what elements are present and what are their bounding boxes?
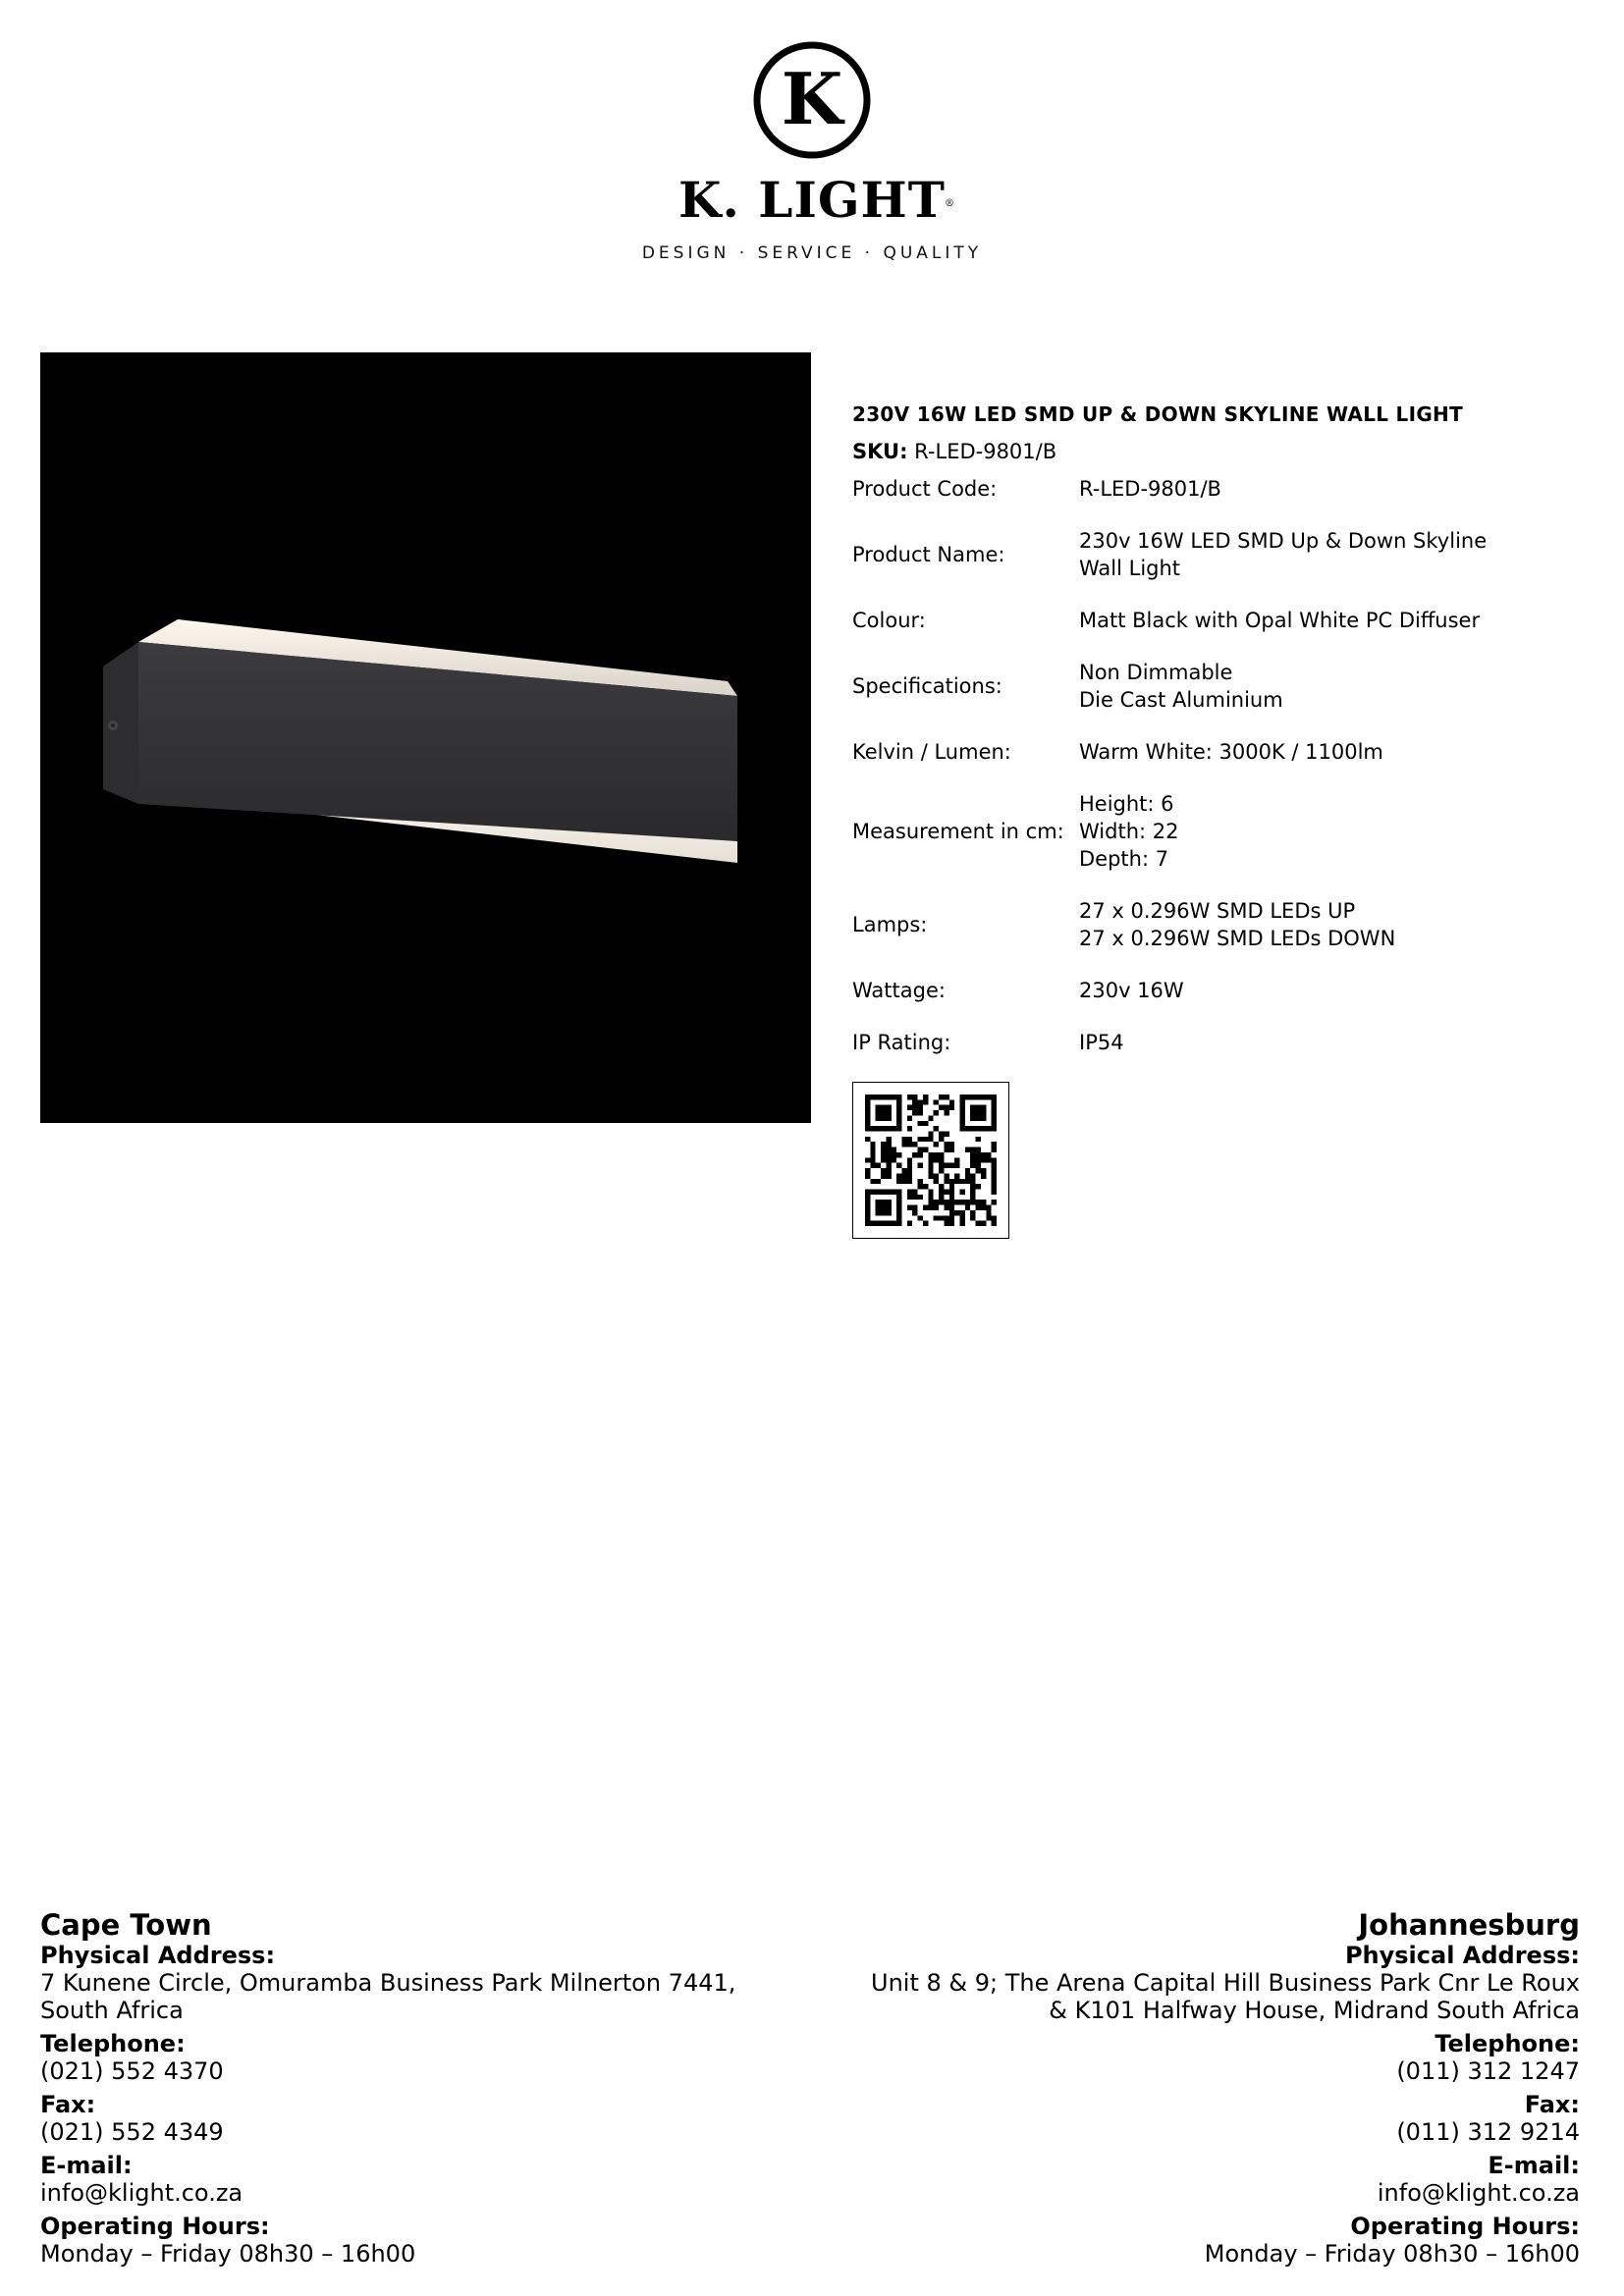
fax-number: (021) 552 4349	[40, 2118, 224, 2146]
sku-line	[852, 440, 1579, 463]
telephone-number[interactable]: (011) 312 1247	[1396, 2057, 1580, 2085]
address-line: 7 Kunene Circle, Omuramba Business Park Milnerton 7441,	[40, 1969, 736, 1997]
fax-label: Fax:	[1524, 2091, 1580, 2118]
spec-label: Measurement in cm:	[852, 820, 1064, 843]
k-monogram-icon	[751, 39, 873, 161]
sku-label: SKU:	[852, 440, 908, 463]
address-line: South Africa	[40, 1997, 184, 2024]
spec-panel	[852, 402, 1579, 1081]
spec-label: Product Code:	[852, 477, 998, 501]
office-city: Cape Town	[40, 1908, 212, 1942]
svg-text:K: K	[781, 57, 843, 140]
spec-value: 230v 16W LED SMD Up & Down Skyline Wall Light	[1079, 529, 1488, 580]
address-label: Physical Address:	[40, 1942, 276, 1969]
wall-light-illustration	[40, 352, 811, 1123]
spec-label: Specifications:	[852, 674, 1002, 698]
address-label: Physical Address:	[1344, 1942, 1580, 1969]
qr-code[interactable]	[852, 1082, 1009, 1239]
brand-tagline: DESIGN · SERVICE · QUALITY	[641, 243, 983, 263]
email-link[interactable]: info@klight.co.za	[40, 2179, 244, 2207]
spec-row-product-name	[852, 527, 1579, 582]
spec-value: Height: 6 Width: 22 Depth: 7	[1079, 792, 1179, 871]
spec-label: Colour:	[852, 609, 926, 632]
spec-value: Non Dimmable Die Cast Aluminium	[1079, 661, 1283, 712]
spec-label: Product Name:	[852, 543, 1005, 566]
spec-label: Lamps:	[852, 913, 928, 936]
spec-value: Warm White: 3000K / 1100lm	[1079, 740, 1383, 764]
fax-label: Fax:	[40, 2091, 96, 2118]
brand-name: K. LIGHT ®	[678, 173, 946, 228]
product-photo	[40, 352, 811, 1123]
spec-row-kelvin-lumen	[852, 738, 1579, 766]
spec-label: IP Rating:	[852, 1031, 951, 1054]
hours-label: Operating Hours:	[40, 2213, 270, 2240]
telephone-label: Telephone:	[40, 2030, 186, 2057]
hours-value: Monday – Friday 08h30 – 16h00	[1204, 2240, 1580, 2268]
spec-row-colour	[852, 607, 1579, 634]
email-label: E-mail:	[40, 2152, 133, 2179]
spec-value: R-LED-9801/B	[1079, 477, 1221, 501]
office-johannesburg	[775, 1908, 1580, 2268]
spec-row-specifications	[852, 659, 1579, 714]
trademark-symbol: ®	[944, 198, 955, 209]
product-title: 230V 16W LED SMD UP & DOWN SKYLINE WALL LIGHT	[852, 402, 1464, 426]
spec-value: 230v 16W	[1079, 979, 1184, 1002]
spec-row-lamps	[852, 897, 1579, 952]
spec-value: Matt Black with Opal White PC Diffuser	[1079, 609, 1481, 632]
office-cape-town	[40, 1908, 806, 2268]
telephone-label: Telephone:	[1435, 2030, 1580, 2057]
spec-value: IP54	[1079, 1031, 1124, 1054]
address-line: & K101 Halfway House, Midrand South Africa	[1049, 1997, 1580, 2024]
qr-code-icon	[865, 1095, 997, 1226]
spec-label: Kelvin / Lumen:	[852, 740, 1011, 764]
office-city: Johannesburg	[1358, 1908, 1580, 1942]
address-line: Unit 8 & 9; The Arena Capital Hill Business Park Cnr Le Roux	[871, 1969, 1580, 1997]
hours-value: Monday – Friday 08h30 – 16h00	[40, 2240, 416, 2268]
hours-label: Operating Hours:	[1350, 2213, 1580, 2240]
spec-row-wattage	[852, 977, 1579, 1004]
spec-row-ip-rating	[852, 1029, 1579, 1056]
brand-logo	[0, 39, 1624, 263]
spec-row-measurement	[852, 790, 1579, 873]
sku-value: R-LED-9801/B	[914, 440, 1057, 463]
spec-value: 27 x 0.296W SMD LEDs UP 27 x 0.296W SMD LEDs DOWN	[1079, 899, 1396, 950]
spec-label: Wattage:	[852, 979, 946, 1002]
fax-number: (011) 312 9214	[1396, 2118, 1580, 2146]
email-label: E-mail:	[1488, 2152, 1580, 2179]
telephone-number[interactable]: (021) 552 4370	[40, 2057, 224, 2085]
email-link[interactable]: info@klight.co.za	[1377, 2179, 1580, 2207]
spec-row-product-code	[852, 475, 1579, 503]
